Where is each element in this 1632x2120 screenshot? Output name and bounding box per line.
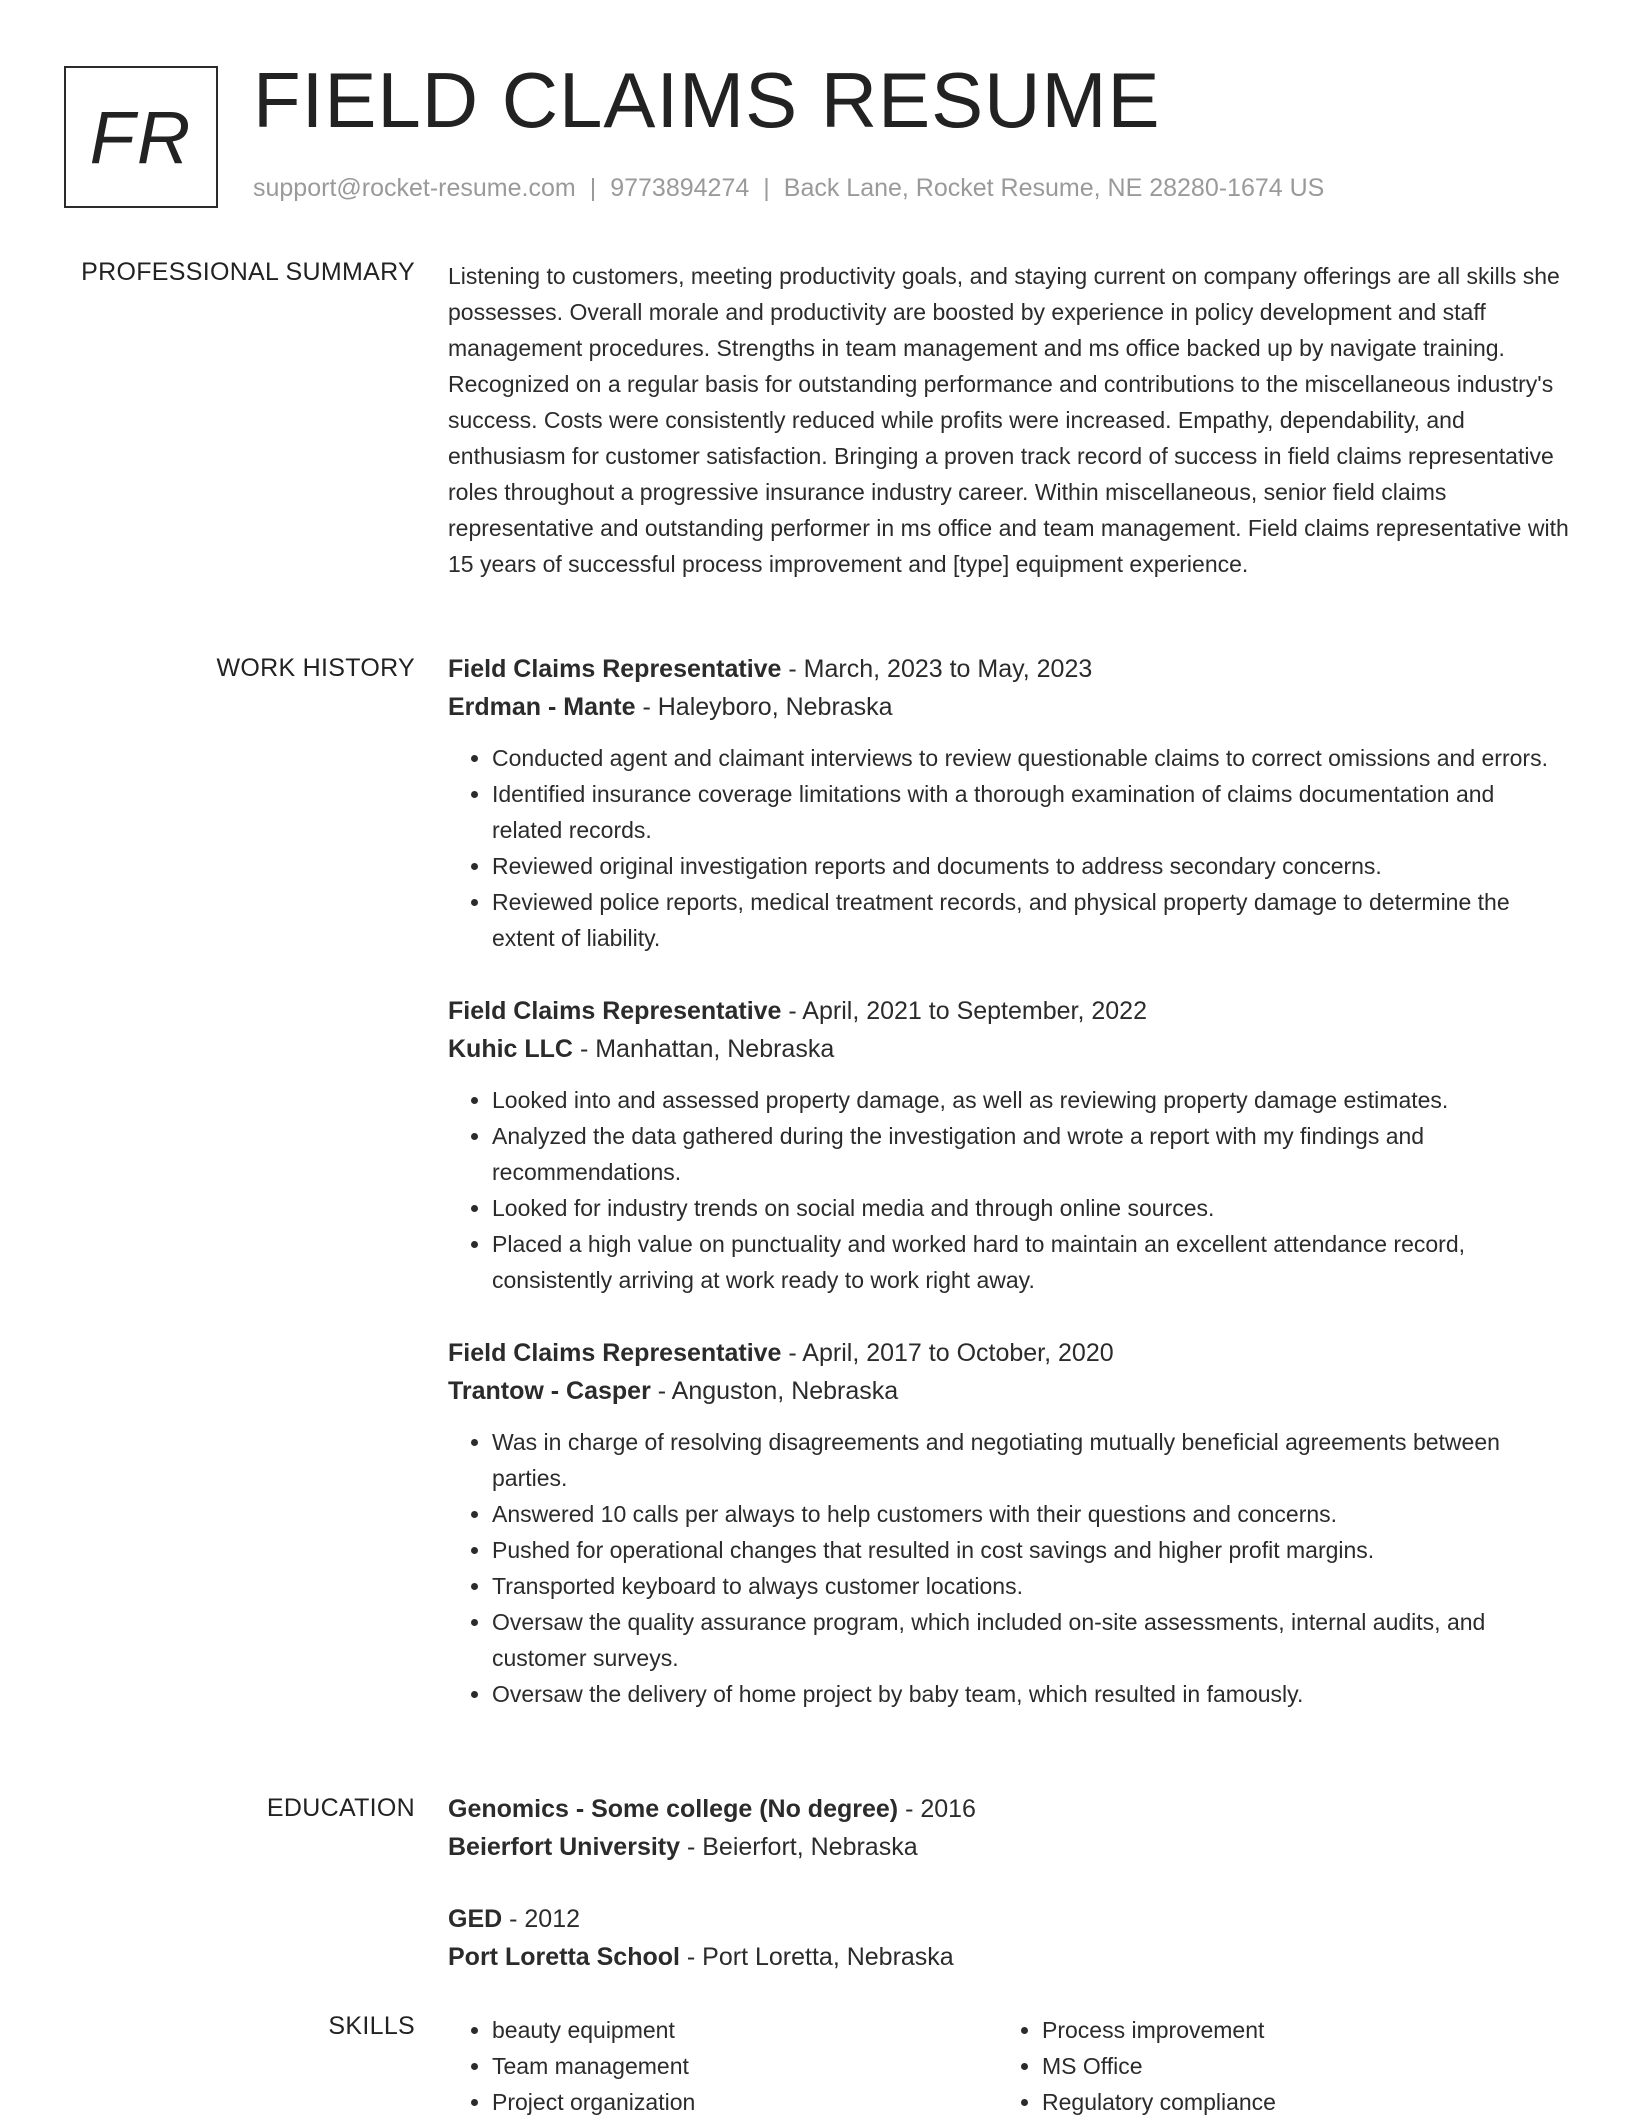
job-company-line: [448, 688, 1570, 726]
job-title-line: [448, 992, 1570, 1030]
education-entry: [448, 1790, 1570, 1866]
contact-phone: 9773894274: [610, 174, 750, 202]
job-company: Trantow - Casper: [448, 1377, 651, 1405]
job-bullet: • Was in charge of resolving disagreements and negotiating mutually beneficial agreements between parties.: [492, 1424, 1570, 1496]
summary-heading: PROFESSIONAL SUMMARY: [81, 258, 415, 286]
job-bullet: • Reviewed police reports, medical treatment records, and physical property damage to determine the extent of liability.: [492, 884, 1570, 956]
job-entry: [448, 650, 1570, 956]
job-title-line: [448, 650, 1570, 688]
education-location: - Beierfort, Nebraska: [680, 1833, 918, 1861]
job-bullet: • Pushed for operational changes that resulted in cost savings and higher profit margins.: [492, 1532, 1570, 1568]
job-dates: - March, 2023 to May, 2023: [781, 655, 1093, 683]
job-title-line: [448, 1334, 1570, 1372]
job-bullet: • Conducted agent and claimant interviews to review questionable claims to correct omissions and errors.: [492, 740, 1570, 776]
education-body: [448, 1790, 1570, 2010]
education-school: Beierfort University: [448, 1833, 681, 1861]
skill-item: • Process improvement: [1042, 2012, 1548, 2048]
job-location: - Manhattan, Nebraska: [573, 1035, 835, 1063]
education-degree-line: [448, 1790, 1570, 1828]
education-heading: EDUCATION: [266, 1794, 415, 1822]
skill-item: • Regulatory compliance: [1042, 2084, 1548, 2120]
job-bullets: [448, 1082, 1570, 1298]
contact-email: support@rocket-resume.com: [253, 174, 576, 202]
job-company-line: [448, 1372, 1570, 1410]
job-dates: - April, 2021 to September, 2022: [781, 997, 1147, 1025]
skills-heading: SKILLS: [328, 2012, 415, 2040]
education-degree: GED: [448, 1905, 503, 1933]
job-company: Kuhic LLC: [448, 1035, 573, 1063]
job-bullet: • Reviewed original investigation reports and documents to address secondary concerns.: [492, 848, 1570, 884]
skills-list-right: [998, 2012, 1548, 2120]
contact-address: Back Lane, Rocket Resume, NE 28280-1674 US: [783, 174, 1325, 202]
job-bullet: • Oversaw the quality assurance program, which included on-site assessments, internal audits, and customer surveys.: [492, 1604, 1570, 1676]
job-title: Field Claims Representative: [448, 1339, 782, 1367]
contact-line: [253, 174, 1324, 203]
job-title: Field Claims Representative: [448, 997, 782, 1025]
skill-item: • Project organization: [492, 2084, 998, 2120]
summary-body: [448, 258, 1570, 582]
skills-list-left: [448, 2012, 998, 2120]
education-degree: Genomics - Some college (No degree): [448, 1795, 899, 1823]
education-school: Port Loretta School: [448, 1943, 680, 1971]
job-dates: - April, 2017 to October, 2020: [781, 1339, 1114, 1367]
job-bullet: • Answered 10 calls per always to help customers with their questions and concerns.: [492, 1496, 1570, 1532]
job-bullets: [448, 740, 1570, 956]
contact-separator: |: [763, 174, 770, 202]
education-school-line: [448, 1828, 1570, 1866]
job-entry: [448, 1334, 1570, 1712]
job-bullets: [448, 1424, 1570, 1712]
contact-separator: |: [589, 174, 597, 202]
skill-item: • Team management: [492, 2048, 998, 2084]
monogram-initials: FR: [89, 95, 193, 179]
monogram-box: [64, 66, 218, 208]
education-school-line: [448, 1938, 1570, 1976]
work-history-heading: WORK HISTORY: [216, 654, 415, 682]
education-year: - 2016: [898, 1795, 976, 1823]
job-title: Field Claims Representative: [448, 655, 782, 683]
skill-item: • beauty equipment: [492, 2012, 998, 2048]
job-entry: [448, 992, 1570, 1298]
job-location: - Haleyboro, Nebraska: [635, 693, 893, 721]
job-bullet: • Analyzed the data gathered during the investigation and wrote a report with my findings and recommendations.: [492, 1118, 1570, 1190]
skill-item: • MS Office: [1042, 2048, 1548, 2084]
education-entry: [448, 1900, 1570, 1976]
skills-grid: [448, 2012, 1570, 2120]
job-company: Erdman - Mante: [448, 693, 636, 721]
education-year: - 2012: [502, 1905, 581, 1933]
job-location: - Anguston, Nebraska: [650, 1377, 899, 1405]
job-bullet: • Looked into and assessed property damage, as well as reviewing property damage estimates.: [492, 1082, 1570, 1118]
education-location: - Port Loretta, Nebraska: [679, 1943, 954, 1971]
job-bullet: • Identified insurance coverage limitations with a thorough examination of claims documentation and related records.: [492, 776, 1570, 848]
work-history-body: [448, 650, 1570, 1748]
education-degree-line: [448, 1900, 1570, 1938]
resume-title: FIELD CLAIMS RESUME: [253, 56, 1161, 144]
summary-text: Listening to customers, meeting productivity goals, and staying current on company offerings are all skills she possesses. Overall morale and productivity are boosted by experience in policy development and staff management procedures. Strengths in team management and ms office backed up by navigate training. Recognized on a regular basis for outstanding performance and contributions to the miscellaneous industry's success. Costs were consistently reduced while profits were increased. Empathy, dependability, and enthusiasm for customer satisfaction. Bringing a proven track record of success in field claims representative roles throughout a progressive insurance industry career. Within miscellaneous, senior field claims representative and outstanding performer in ms office and team management. Field claims representative with 15 years of successful process improvement and [type] equipment experience.: [448, 263, 1569, 577]
job-bullet: • Placed a high value on punctuality and worked hard to maintain an excellent attendance record, consistently arriving at work ready to work right away.: [492, 1226, 1570, 1298]
skills-body: [448, 2012, 1570, 2120]
job-bullet: • Oversaw the delivery of home project by baby team, which resulted in famously.: [492, 1676, 1570, 1712]
job-bullet: • Looked for industry trends on social media and through online sources.: [492, 1190, 1570, 1226]
job-bullet: • Transported keyboard to always customer locations.: [492, 1568, 1570, 1604]
job-company-line: [448, 1030, 1570, 1068]
